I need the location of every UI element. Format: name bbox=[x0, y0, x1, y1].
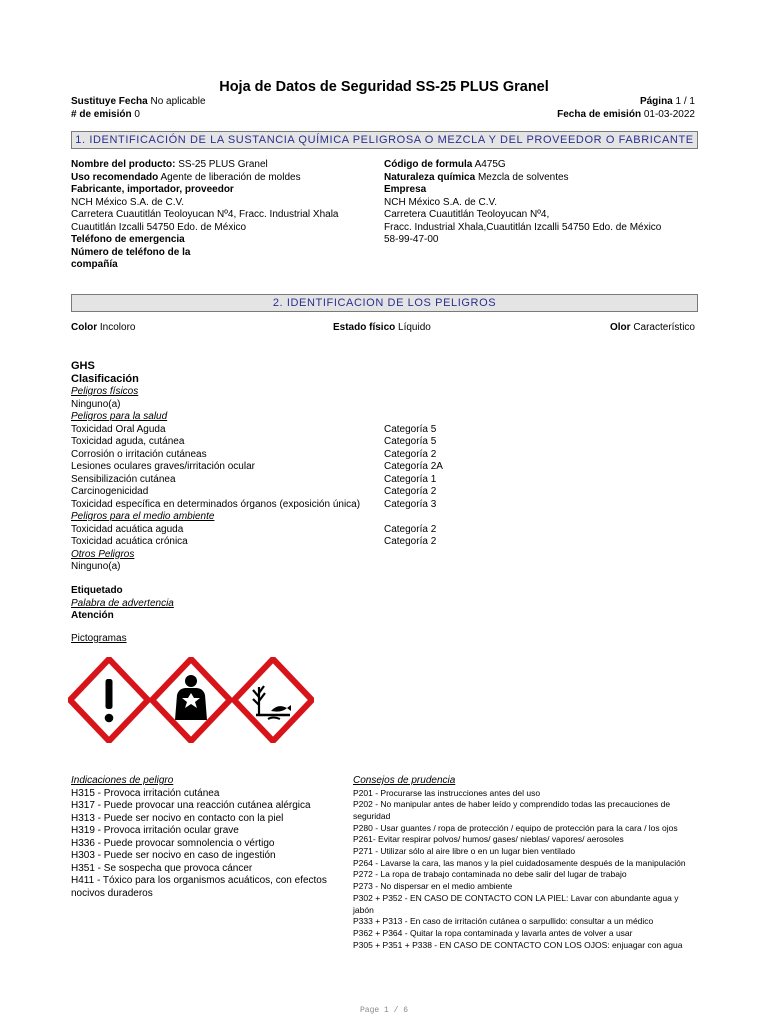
chemical-nature-label: Naturaleza química bbox=[384, 171, 476, 183]
exclamation-mark-icon bbox=[70, 659, 148, 741]
hazard-category: Categoría 1 bbox=[384, 473, 437, 485]
section-1-header: 1. IDENTIFICACIÓN DE LA SUSTANCIA QUÍMICA PELIGROSA O MEZCLA Y DEL PROVEEDOR O FABRICANTE bbox=[71, 131, 698, 149]
manufacturer-line: Carretera Cuautitlán Teoloyucan Nº4, Fracc. Industrial Xhala bbox=[71, 209, 339, 220]
pictograms-heading: Pictogramas bbox=[71, 633, 127, 644]
hazard-name: Corrosión o irritación cutáneas bbox=[71, 448, 207, 460]
physical-state-value: Líquido bbox=[398, 322, 431, 333]
page-value: 1 / 1 bbox=[675, 96, 695, 107]
hazard-category: Categoría 5 bbox=[384, 423, 437, 435]
issue-date-value: 01-03-2022 bbox=[643, 108, 695, 120]
precautionary-statement: P280 - Usar guantes / ropa de protección / equipo de protección para la cara / los ojos bbox=[353, 822, 678, 833]
ghs-classification bbox=[71, 360, 491, 574]
replaces-date-value: No aplicable bbox=[150, 96, 206, 107]
issue-date-label: Fecha de emisión bbox=[557, 108, 642, 120]
precautionary-statement: P261- Evitar respirar polvos/ humos/ gases/ nieblas/ vapores/ aerosoles bbox=[353, 834, 624, 845]
color-field bbox=[71, 322, 135, 335]
mexico-number-value: 0 bbox=[134, 108, 140, 120]
emergency-phone-label: Teléfono de emergencia bbox=[71, 234, 185, 245]
page-label: Página bbox=[639, 96, 673, 107]
precautionary-statement: P272 - La ropa de trabajo contaminada no debe salir del lugar de trabajo bbox=[353, 869, 627, 880]
hazard-row bbox=[71, 536, 491, 549]
precautionary-statement: P273 - No dispersar en el medio ambiente bbox=[353, 881, 513, 892]
hazard-statement: H315 - Provoca irritación cutánea bbox=[71, 787, 220, 799]
hazard-statement: H336 - Puede provocar somnolencia o vértigo bbox=[71, 837, 275, 849]
hazard-statement: H319 - Provoca irritación ocular grave bbox=[71, 825, 239, 836]
company-line: NCH México S.A. de C.V. bbox=[384, 196, 498, 208]
physical-hazards-heading: Peligros físicos bbox=[71, 386, 139, 397]
page-footer: Page 1 / 6 bbox=[359, 1006, 408, 1015]
hazard-category: Categoría 2 bbox=[384, 448, 437, 460]
hazard-name: Toxicidad específica en determinados órganos (exposición única) bbox=[71, 498, 361, 510]
hazard-row bbox=[71, 436, 491, 449]
hazard-row bbox=[71, 424, 491, 437]
company-label: Empresa bbox=[384, 184, 427, 195]
company-phone-label: Número de teléfono de la bbox=[71, 246, 191, 258]
formula-code-label: Código de formula bbox=[384, 159, 473, 170]
health-hazards-heading: Peligros para la salud bbox=[71, 411, 168, 422]
company-phone-label: compañía bbox=[71, 259, 118, 270]
precautionary-statement: seguridad bbox=[353, 810, 391, 821]
precautionary-statement: P201 - Procurarse las instrucciones antes del uso bbox=[353, 787, 541, 798]
signal-word-heading: Palabra de advertencia bbox=[71, 597, 174, 609]
hazard-name: Toxicidad Oral Aguda bbox=[71, 423, 166, 435]
hazard-category: Categoría 2 bbox=[384, 536, 437, 547]
hazard-statement: H411 - Tóxico para los organismos acuáticos, con efectos bbox=[71, 875, 327, 886]
precautionary-statement: jabón bbox=[353, 904, 374, 915]
replaces-date-label: Sustituye Fecha bbox=[71, 96, 148, 107]
precautionary-statements bbox=[353, 775, 698, 951]
manufacturer-line: Cuautitlán Izcalli 54750 Edo. de México bbox=[71, 221, 247, 233]
hazard-row bbox=[71, 499, 491, 512]
precautionary-statement: P362 + P364 - Quitar la ropa contaminada y lavarla antes de volver a usar bbox=[353, 927, 633, 938]
other-hazards-value: Ninguno(a) bbox=[71, 561, 121, 572]
company-phone: 58-99-47-00 bbox=[384, 234, 439, 245]
hazard-statements-heading: Indicaciones de peligro bbox=[71, 775, 174, 786]
hazard-statement: H303 - Puede ser nocivo en caso de ingestión bbox=[71, 850, 276, 861]
hazard-statement: H317 - Puede provocar una reacción cutánea alérgica bbox=[71, 800, 311, 811]
hazard-category: Categoría 2 bbox=[384, 486, 437, 497]
recommended-use-label: Uso recomendado bbox=[71, 171, 159, 183]
hazard-row bbox=[71, 449, 491, 462]
labelling-block bbox=[71, 585, 371, 623]
chemical-nature-value: Mezcla de solventes bbox=[477, 171, 569, 183]
manufacturer-line: NCH México S.A. de C.V. bbox=[71, 196, 185, 208]
pictograms bbox=[68, 657, 314, 743]
recommended-use-value: Agente de liberación de moldes bbox=[160, 171, 301, 183]
color-label: Color bbox=[71, 322, 98, 333]
hazard-statements bbox=[71, 775, 341, 900]
section-2-header: 2. IDENTIFICACION DE LOS PELIGROS bbox=[71, 294, 698, 312]
precautionary-statement: P202 - No manipular antes de haber leído y comprendido todas las precauciones de bbox=[353, 799, 671, 810]
odor-value: Característico bbox=[633, 322, 695, 333]
color-value: Incoloro bbox=[99, 322, 136, 333]
section-1-right bbox=[384, 159, 704, 247]
other-hazards-heading: Otros Peligros bbox=[71, 548, 135, 560]
hazard-category: Categoría 5 bbox=[384, 436, 437, 447]
header-right bbox=[557, 96, 695, 121]
odor-field bbox=[610, 322, 695, 335]
precautionary-heading: Consejos de prudencia bbox=[353, 775, 456, 786]
hazard-statement: H351 - Se sospecha que provoca cáncer bbox=[71, 862, 253, 874]
environment-icon bbox=[234, 659, 312, 741]
precautionary-statement: P333 + P313 - En caso de irritación cutánea o sarpullido: consultar a un médico bbox=[353, 916, 654, 927]
physical-hazards-value: Ninguno(a) bbox=[71, 398, 121, 410]
header-left bbox=[71, 96, 206, 121]
mexico-number-label: # de emisión bbox=[71, 108, 132, 120]
physical-state-field bbox=[333, 322, 431, 335]
labelling-heading: Etiquetado bbox=[71, 585, 123, 596]
pictogram-row bbox=[68, 657, 314, 743]
formula-code-value: A475G bbox=[474, 159, 506, 170]
odor-label: Olor bbox=[609, 322, 631, 333]
hazard-row bbox=[71, 474, 491, 487]
hazard-name: Toxicidad acuática crónica bbox=[71, 536, 188, 547]
health-hazard-icon bbox=[152, 659, 230, 741]
product-name-label: Nombre del producto: bbox=[71, 159, 176, 170]
hazard-name: Lesiones oculares graves/irritación ocular bbox=[71, 461, 255, 472]
precautionary-statement: P271 - Utilizar sólo al aire libre o en un lugar bien ventilado bbox=[353, 846, 576, 857]
precautionary-statement: P264 - Lavarse la cara, las manos y la piel cuidadosamente después de la manipulación bbox=[353, 857, 686, 868]
hazard-name: Toxicidad acuática aguda bbox=[71, 523, 184, 535]
hazard-name: Sensibilización cutánea bbox=[71, 473, 176, 485]
ghs-heading: GHS bbox=[71, 360, 95, 372]
precautionary-statement: P305 + P351 + P338 - EN CASO DE CONTACTO CON LOS OJOS: enjuagar con agua bbox=[353, 939, 683, 950]
precautionary-statement: P302 + P352 - EN CASO DE CONTACTO CON LA PIEL: Lavar con abundante agua y bbox=[353, 892, 679, 903]
environment-hazards-heading: Peligros para el medio ambiente bbox=[71, 511, 215, 522]
document-title: Hoja de Datos de Seguridad SS-25 PLUS Granel bbox=[219, 79, 549, 95]
classification-heading: Clasificación bbox=[71, 373, 139, 385]
physical-state-label: Estado físico bbox=[333, 322, 396, 333]
product-name-value: SS-25 PLUS Granel bbox=[178, 159, 268, 170]
manufacturer-label: Fabricante, importador, proveedor bbox=[71, 184, 234, 195]
hazard-statement: H313 - Puede ser nocivo en contacto con la piel bbox=[71, 812, 284, 824]
hazard-category: Categoría 3 bbox=[384, 498, 437, 510]
section-1-left bbox=[71, 159, 371, 272]
hazard-name: Toxicidad aguda, cutánea bbox=[71, 436, 185, 447]
hazard-category: Categoría 2A bbox=[384, 461, 443, 472]
company-line: Carretera Cuautitlán Teoloyucan Nº4, bbox=[384, 209, 550, 220]
company-line: Fracc. Industrial Xhala,Cuautitlán Izcalli 54750 Edo. de México bbox=[384, 221, 662, 233]
hazard-statement: nocivos duraderos bbox=[71, 887, 153, 899]
signal-word-value: Atención bbox=[71, 610, 114, 621]
hazard-category: Categoría 2 bbox=[384, 523, 437, 535]
hazard-row bbox=[71, 524, 491, 537]
hazard-name: Carcinogenicidad bbox=[71, 486, 149, 497]
hazard-row bbox=[71, 486, 491, 499]
hazard-row bbox=[71, 461, 491, 474]
